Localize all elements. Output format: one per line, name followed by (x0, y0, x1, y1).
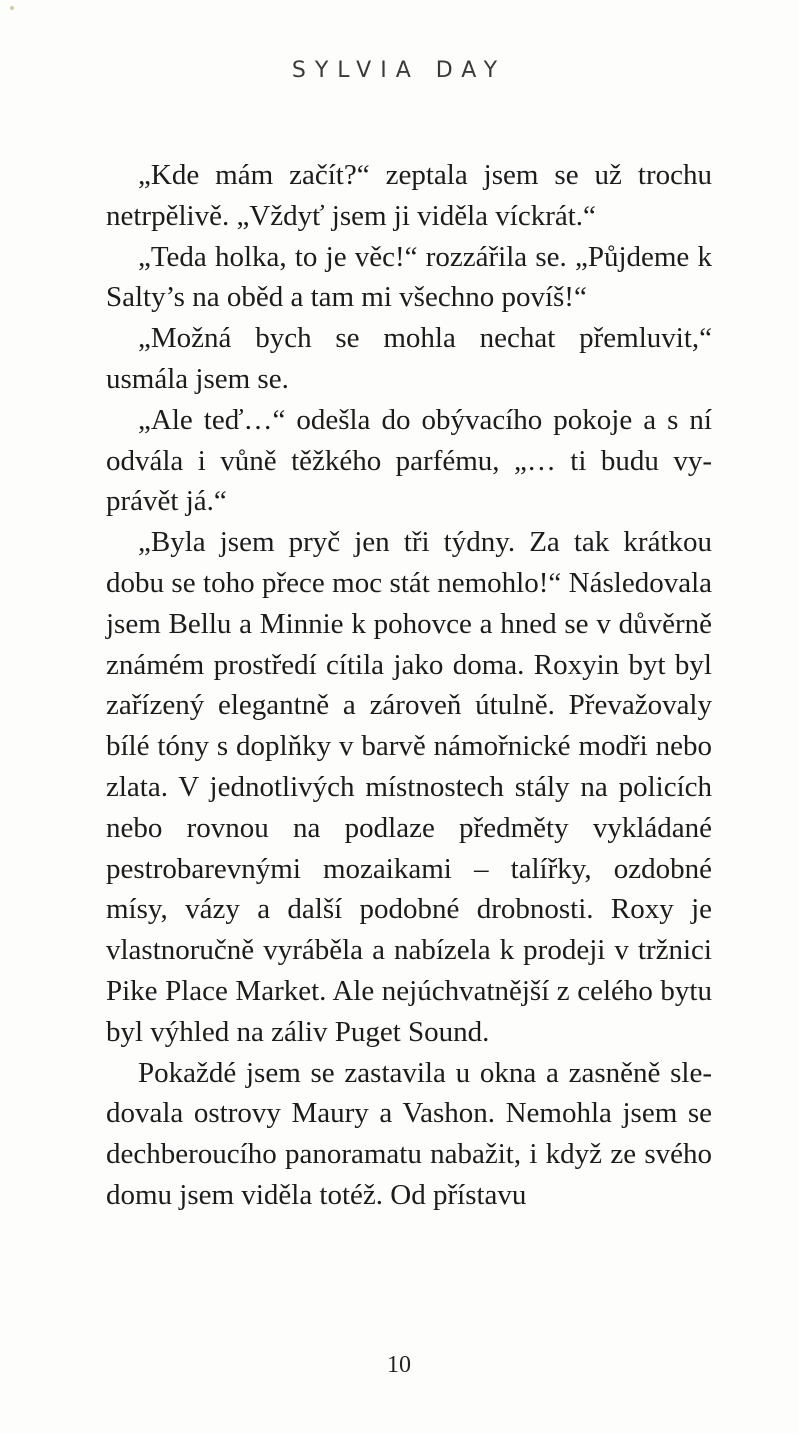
paragraph: „Kde mám začít?“ zeptala jsem se už trochu netrpělivě. „Vždyť jsem ji viděla víckrát.“ (106, 159, 712, 232)
paragraph: Pokaždé jsem se zastavila u okna a zasněně sledovala ostrovy Maury a Vashon. Nemohla jsem se dechberoucího panoramatu nabažit, i když ze svého domu jsem viděla totéž. Od přístavu (106, 1056, 712, 1211)
page-number: 10 (387, 1352, 411, 1378)
paragraph: „Teda holka, to je věc!“ rozzářila se. „Půjdeme k Salty’s na oběd a tam mi všechno povíš!“ (106, 240, 712, 314)
running-head-author: SYLVIA DAY (291, 58, 507, 83)
paragraph: „Možná bych se mohla nechat přemluvit,“ usmála jsem se. (106, 322, 712, 395)
paragraph: „Ale teď…“ odešla do obývacího pokoje a s ní odvála i vůně těžkého parfému, „… ti budu vyprávět já.“ (106, 403, 712, 518)
body-text (106, 155, 712, 1216)
paragraph: „Byla jsem pryč jen tři týdny. Za tak krátkou dobu se toho přece moc stát nemohlo!“ Následovala jsem Bellu a Minnie k pohovce a hned se v důvěrně známém prostředí cítila jako doma. Roxyin byt byl zařízený elegantně a zároveň útulně. Převažovaly bílé tóny s doplňky v barvě námořnické modři nebo zlata. V jednotlivých místnostech stály na policích nebo rovnou na podlaze předměty vykládané pestrobarevnými mozaikami – talířky, ozdobné mísy, vázy a další podobné drobnosti. Roxy je vlastnoručně vyráběla a nabízela k prodeji v tržnici Pike Place Market. Ale nejúchvatnější z celého bytu byl výhled na záliv Puget Sound. (106, 526, 712, 1048)
scan-speck (10, 6, 14, 10)
